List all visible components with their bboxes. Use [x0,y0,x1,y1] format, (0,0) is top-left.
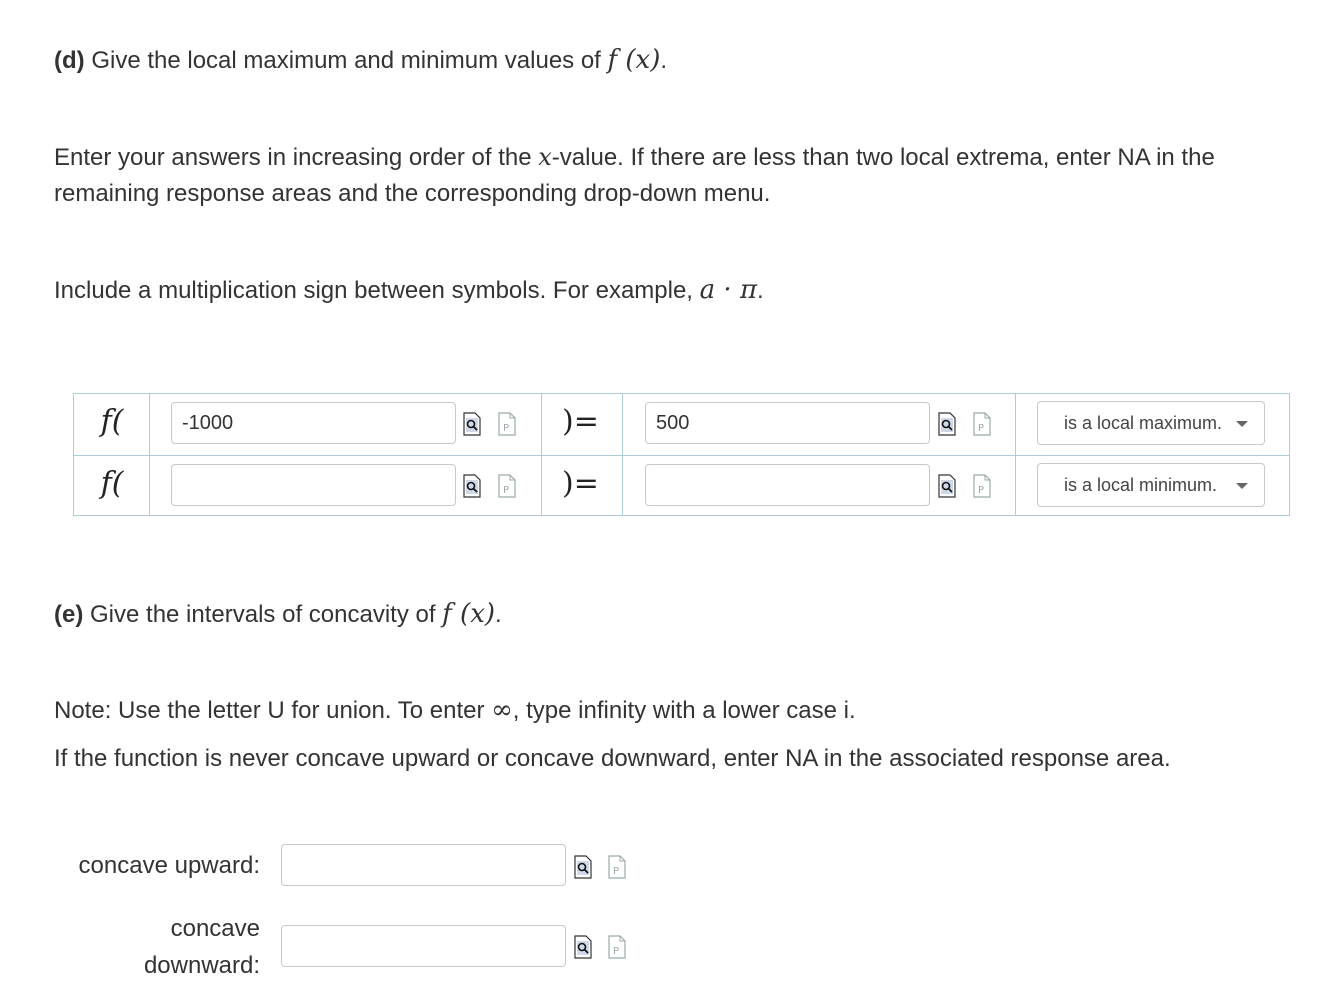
row1-extremum-select[interactable] [1037,401,1265,445]
table-col-divider [149,394,150,515]
preview-icon[interactable] [937,474,957,498]
part-d-label: (d) [54,47,85,74]
multiplication-period: . [757,277,764,304]
row1-extremum-value: is a local maximum. [1064,413,1223,433]
part-d-text: Give the local maximum and minimum values of [84,47,608,74]
part-d-func: f (x) [607,45,661,75]
concave-up-label: concave upward: [78,852,260,879]
concave-down-input[interactable] [281,925,566,967]
row2-f-label: f( [100,466,124,501]
palette-icon[interactable] [607,855,627,879]
part-d-period: . [660,47,668,74]
row2-x-input[interactable] [171,464,456,506]
instructions-line2: remaining response areas and the corresponding drop-down menu. [54,180,771,207]
chevron-down-icon [1236,421,1248,427]
part-e-func: f (x) [442,599,496,629]
row2-y-input[interactable] [645,464,930,506]
row1-x-input[interactable]: -1000 [171,402,456,444]
part-e-period: . [495,601,502,628]
palette-icon[interactable] [972,412,992,436]
multiplication-example: a · π [699,275,758,305]
svg-text:P: P [613,866,620,877]
preview-icon[interactable] [462,474,482,498]
union-note-text-b: , type infinity with a lower case i. [512,697,856,724]
concave-down-label [40,910,260,984]
svg-text:P: P [978,423,985,434]
row1-equals: )= [562,404,599,439]
svg-text:P: P [978,485,985,496]
preview-icon[interactable] [573,935,593,959]
table-col-divider [541,394,542,515]
part-e-label: (e) [54,601,84,628]
row2-extremum-value: is a local minimum. [1064,475,1218,495]
preview-icon[interactable] [573,855,593,879]
part-d-heading [54,42,667,79]
row1-f-label: f( [100,404,124,439]
palette-icon[interactable] [497,412,517,436]
row1-y-input[interactable]: 500 [645,402,930,444]
svg-text:P: P [503,423,510,434]
instructions-x-var: x [538,143,552,171]
part-e-heading [54,596,502,633]
row2-extremum-select[interactable] [1037,463,1265,507]
palette-icon[interactable] [497,474,517,498]
instructions-line1-b: -value. If there are less than two local extrema, enter NA in the [551,144,1215,171]
svg-text:P: P [503,485,510,496]
na-note: If the function is never concave upward or concave downward, enter NA in the associated response area. [54,745,1171,772]
concave-down-label-line1: concave [170,915,260,942]
part-e-text: Give the intervals of concavity of [83,601,443,628]
svg-text:P: P [613,946,620,957]
row2-equals: )= [562,466,599,501]
preview-icon[interactable] [937,412,957,436]
table-row-divider [74,455,1289,456]
concave-up-input[interactable] [281,844,566,886]
instructions-line1-a: Enter your answers in increasing order of the [54,144,539,171]
chevron-down-icon [1236,483,1248,489]
union-note [54,692,856,729]
infinity-symbol: ∞ [491,695,513,725]
union-note-text-a: Note: Use the letter U for union. To enter [54,697,492,724]
palette-icon[interactable] [607,935,627,959]
table-col-divider [622,394,623,515]
instructions-text [54,139,1324,212]
multiplication-note [54,272,764,309]
concave-down-label-line2: downward: [143,952,260,979]
preview-icon[interactable] [462,412,482,436]
table-col-divider [1015,394,1016,515]
palette-icon[interactable] [972,474,992,498]
multiplication-note-text: Include a multiplication sign between symbols. For example, [54,277,700,304]
